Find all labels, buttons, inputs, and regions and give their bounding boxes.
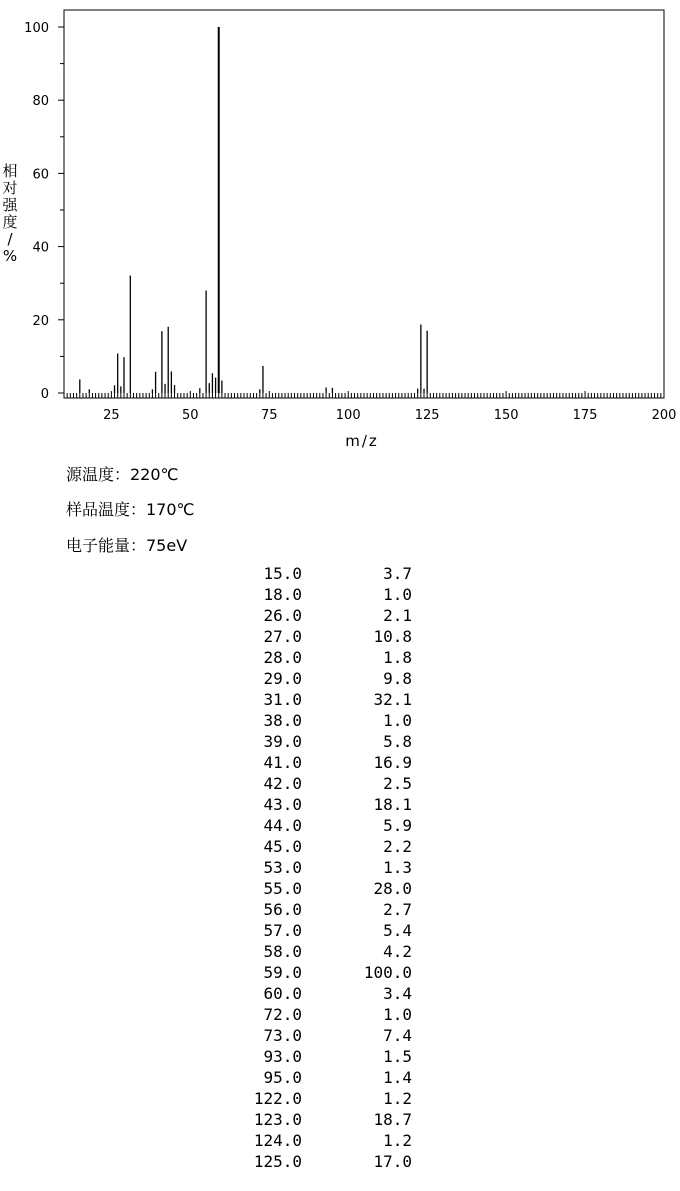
mz-value: 73.0 xyxy=(263,1026,302,1045)
intensity-value: 1.0 xyxy=(383,585,412,604)
table-row xyxy=(0,982,680,1003)
mz-value: 38.0 xyxy=(263,711,302,730)
mz-value: 72.0 xyxy=(263,1005,302,1024)
mz-value: 125.0 xyxy=(253,1152,302,1171)
source-temperature: 源温度：220℃ xyxy=(66,465,179,484)
y-axis-label-char: 度 xyxy=(2,213,18,231)
table-row xyxy=(0,793,680,814)
intensity-value: 16.9 xyxy=(373,753,412,772)
mz-value: 57.0 xyxy=(263,921,302,940)
y-tick-label: 0 xyxy=(40,387,49,402)
mz-value: 60.0 xyxy=(263,984,302,1003)
intensity-value: 5.9 xyxy=(383,816,412,835)
table-row xyxy=(0,1024,680,1045)
intensity-value: 10.8 xyxy=(373,627,412,646)
peak-table xyxy=(0,562,680,1171)
table-row xyxy=(0,709,680,730)
x-tick-label: 175 xyxy=(572,408,598,423)
mz-value: 124.0 xyxy=(253,1131,302,1150)
table-row xyxy=(0,625,680,646)
y-axis-label-char: % xyxy=(2,247,18,265)
y-tick-label: 80 xyxy=(32,94,49,110)
tick-labels xyxy=(24,21,676,423)
table-row xyxy=(0,856,680,877)
table-row xyxy=(0,562,680,583)
intensity-value: 2.2 xyxy=(383,837,412,856)
table-row xyxy=(0,1150,680,1171)
table-row xyxy=(0,1108,680,1129)
mz-value: 93.0 xyxy=(263,1047,302,1066)
intensity-value: 28.0 xyxy=(373,879,412,898)
intensity-value: 18.1 xyxy=(373,795,412,814)
peak-bars xyxy=(80,27,427,393)
table-row xyxy=(0,1003,680,1024)
table-row xyxy=(0,604,680,625)
table-row xyxy=(0,919,680,940)
intensity-value: 1.2 xyxy=(383,1131,412,1150)
intensity-value: 1.2 xyxy=(383,1089,412,1108)
mz-value: 55.0 xyxy=(263,879,302,898)
x-tick-label: 50 xyxy=(182,408,199,423)
table-row xyxy=(0,940,680,961)
mz-value: 27.0 xyxy=(263,627,302,646)
mz-value: 26.0 xyxy=(263,606,302,625)
y-tick-label: 100 xyxy=(24,21,49,36)
y-tick-label: 20 xyxy=(32,313,49,329)
mz-value: 42.0 xyxy=(263,774,302,793)
mz-value: 31.0 xyxy=(263,690,302,709)
intensity-value: 2.5 xyxy=(383,774,412,793)
intensity-value: 2.7 xyxy=(383,900,412,919)
intensity-value: 18.7 xyxy=(373,1110,412,1129)
x-tick-label: 100 xyxy=(335,408,361,423)
intensity-value: 1.0 xyxy=(383,1005,412,1024)
intensity-value: 9.8 xyxy=(383,669,412,688)
table-row xyxy=(0,688,680,709)
mz-value: 39.0 xyxy=(263,732,302,751)
y-tick-label: 60 xyxy=(32,167,49,183)
table-row xyxy=(0,1045,680,1066)
intensity-value: 7.4 xyxy=(383,1026,412,1045)
mz-value: 58.0 xyxy=(263,942,302,961)
y-axis-label-char: 对 xyxy=(2,179,18,197)
electron-energy: 电子能量：75eV xyxy=(66,536,188,555)
intensity-value: 100.0 xyxy=(363,963,412,982)
table-row xyxy=(0,646,680,667)
x-tick-label: 25 xyxy=(103,408,120,423)
y-axis-label xyxy=(2,162,18,265)
axis-ticks xyxy=(58,27,661,398)
intensity-value: 3.7 xyxy=(383,564,412,583)
mz-value: 123.0 xyxy=(253,1110,302,1129)
mz-value: 15.0 xyxy=(263,564,302,583)
mz-value: 53.0 xyxy=(263,858,302,877)
intensity-value: 3.4 xyxy=(383,984,412,1003)
mz-value: 45.0 xyxy=(263,837,302,856)
sample-temperature: 样品温度：170℃ xyxy=(66,500,195,519)
table-row xyxy=(0,898,680,919)
intensity-value: 5.4 xyxy=(383,921,412,940)
table-row xyxy=(0,751,680,772)
table-row xyxy=(0,961,680,982)
mz-value: 29.0 xyxy=(263,669,302,688)
mass-spectrum-chart xyxy=(0,0,680,460)
x-tick-label: 150 xyxy=(493,408,519,423)
intensity-value: 5.8 xyxy=(383,732,412,751)
table-row xyxy=(0,814,680,835)
table-row xyxy=(0,1129,680,1150)
table-row xyxy=(0,1066,680,1087)
mz-value: 41.0 xyxy=(263,753,302,772)
table-row xyxy=(0,730,680,751)
intensity-value: 2.1 xyxy=(383,606,412,625)
intensity-value: 17.0 xyxy=(373,1152,412,1171)
mz-value: 28.0 xyxy=(263,648,302,667)
x-tick-label: 200 xyxy=(651,408,677,423)
x-axis-label: m/z xyxy=(345,432,379,450)
mz-value: 44.0 xyxy=(263,816,302,835)
plot-frame xyxy=(64,10,664,398)
table-row xyxy=(0,877,680,898)
mz-value: 43.0 xyxy=(263,795,302,814)
intensity-value: 4.2 xyxy=(383,942,412,961)
mz-value: 59.0 xyxy=(263,963,302,982)
intensity-value: 1.5 xyxy=(383,1047,412,1066)
table-row xyxy=(0,583,680,604)
table-row xyxy=(0,772,680,793)
y-axis-label-char: / xyxy=(7,230,13,248)
intensity-value: 1.0 xyxy=(383,711,412,730)
x-tick-label: 125 xyxy=(414,408,440,423)
table-row xyxy=(0,1087,680,1108)
y-tick-label: 40 xyxy=(32,240,49,256)
mz-value: 56.0 xyxy=(263,900,302,919)
mz-value: 95.0 xyxy=(263,1068,302,1087)
table-row xyxy=(0,667,680,688)
intensity-value: 1.3 xyxy=(383,858,412,877)
x-tick-label: 75 xyxy=(260,408,278,423)
y-axis-label-char: 强 xyxy=(2,196,18,214)
intensity-value: 32.1 xyxy=(373,690,412,709)
mz-value: 122.0 xyxy=(253,1089,302,1108)
y-axis-label-char: 相 xyxy=(2,162,18,180)
mz-value: 18.0 xyxy=(263,585,302,604)
table-row xyxy=(0,835,680,856)
intensity-value: 1.8 xyxy=(383,648,412,667)
intensity-value: 1.4 xyxy=(383,1068,412,1087)
